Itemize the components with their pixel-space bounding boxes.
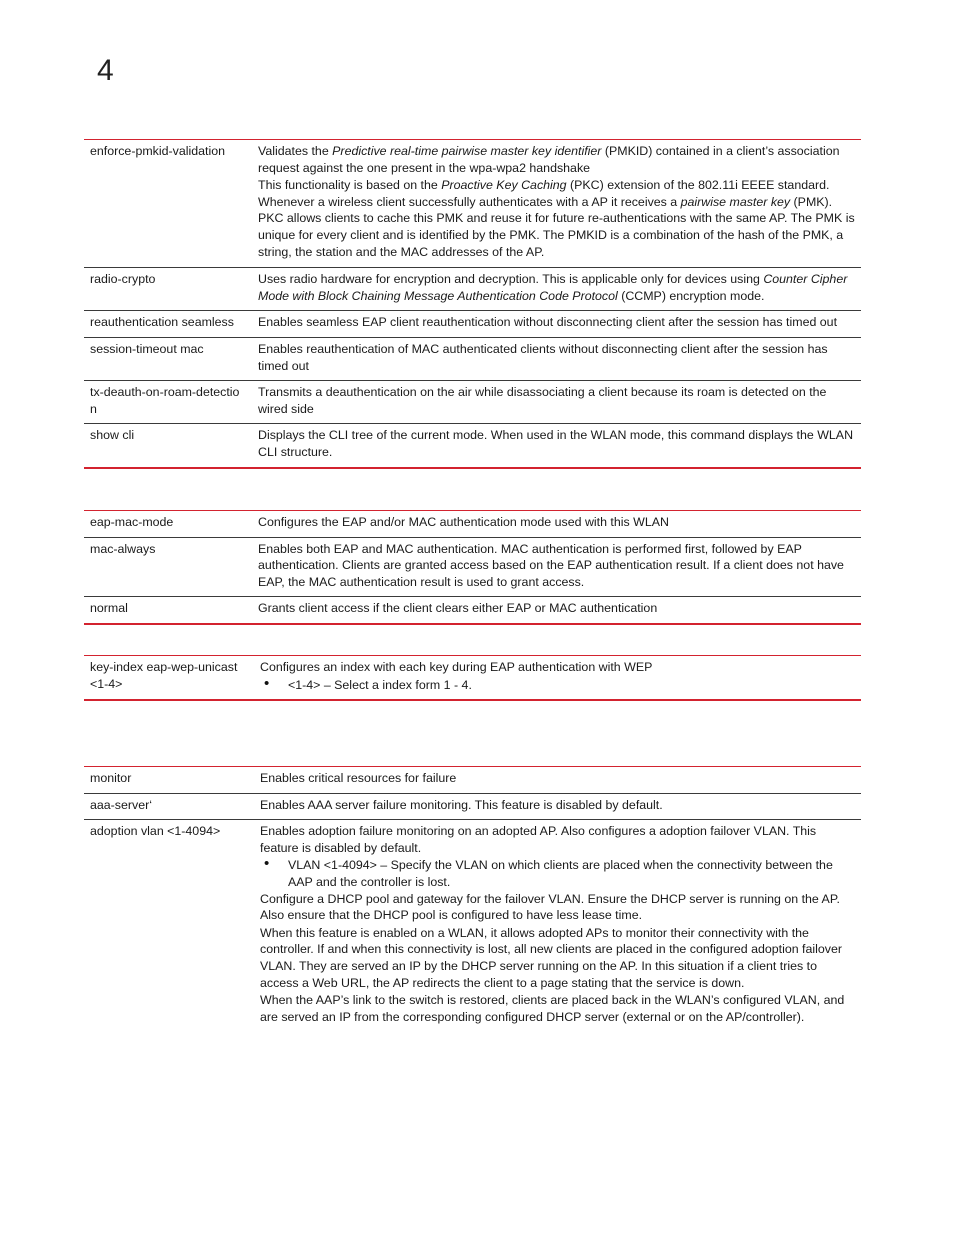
table-row [84,381,861,424]
parameter-description: Enables AAA server failure monitoring. This feature is disabled by default. [254,793,861,820]
table-row [84,140,861,268]
parameter-description: Transmits a deauthentication on the air while disassociating a client because its roam is detected on the wired side [252,381,861,424]
parameter-name: normal [84,597,252,624]
description-paragraph: Validates the Predictive real-time pairwise master key identifier (PMKID) contained in a client’s association request against the one present in the wpa-wpa2 handshake [258,144,840,175]
bullet-list [260,857,855,890]
parameter-description: Configures the EAP and/or MAC authentication mode used with this WLAN [252,511,861,538]
table-row [84,537,861,597]
table-row [84,511,861,538]
description-paragraph: When this feature is enabled on a WLAN, it allows adopted APs to monitor their connectivity with the controller. If and when this connectivity is lost, all new clients are placed in the configured adoption failover VLAN. They are served an IP by the DHCP server running on the AP. In this situation if a client tries to access a Web URL, the AP redirects the client to a page stating that the service is down. [260,925,842,990]
parameter-description [252,140,861,268]
parameter-description [254,656,861,701]
wlan-parameters-table [84,139,861,469]
parameter-description: Grants client access if the client clears either EAP or MAC authentication [252,597,861,624]
table-row [84,656,861,701]
key-index-table [84,655,861,701]
parameter-name: monitor [84,767,254,794]
table-row [84,424,861,468]
description-paragraph: Enables adoption failure monitoring on an adopted AP. Also configures a adoption failover VLAN. This feature is disabled by default. [260,824,817,855]
parameter-description [254,820,861,1033]
eap-mac-mode-table [84,510,861,625]
table-row [84,268,861,311]
parameter-name: eap-mac-mode [84,511,252,538]
table-row [84,337,861,380]
description-paragraph: When the AAP’s link to the switch is restored, clients are placed back in the WLAN’s configured VLAN, and are served an IP from the corresponding configured DHCP server (external or on the AP/controller). [260,993,845,1024]
parameter-name: aaa-server‘ [84,793,254,820]
table-row [84,767,861,794]
description-paragraph: Configures an index with each key during EAP authentication with WEP [260,660,653,674]
parameter-description: Uses radio hardware for encryption and decryption. This is applicable only for devices using Counter Cipher Mode with Block Chaining Message Authentication Code Protocol (CCMP) encryption mode. [252,268,861,311]
table-row [84,311,861,338]
parameter-description: Enables reauthentication of MAC authenticated clients without disconnecting client after the session has timed out [252,337,861,380]
parameter-description: Enables seamless EAP client reauthentication without disconnecting client after the session has timed out [252,311,861,338]
table-row [84,597,861,624]
parameter-description: Enables critical resources for failure [254,767,861,794]
parameter-name: session-timeout mac [84,337,252,380]
parameter-name: key-index eap-wep-unicast <1-4> [84,656,254,701]
parameter-name: radio-crypto [84,268,252,311]
parameter-name: adoption vlan <1-4094> [90,824,221,839]
list-item: • <1-4> – Select a index form 1 - 4. [260,677,855,694]
list-item: • VLAN <1-4094> – Specify the VLAN on which clients are placed when the connectivity between the AAP and the controller is lost. [260,857,855,890]
parameter-name: reauthentication seamless [84,311,252,338]
table-row [84,793,861,820]
parameter-name: tx-deauth-on-roam-detectio n [84,381,252,424]
description-paragraph: Configure a DHCP pool and gateway for the failover VLAN. Ensure the DHCP server is running on the AP. Also ensure that the DHCP pool is configured to have less lease time. [260,891,840,923]
table-row [84,820,861,1033]
parameter-description: Enables both EAP and MAC authentication. MAC authentication is performed first, followed by EAP authentication. Clients are granted access based on the EAP authentication result. If a client does not have EAP, the MAC authentication result is used to grant access. [252,537,861,597]
description-paragraph: This functionality is based on the Proactive Key Caching (PKC) extension of the 802.11i EEEE standard. Whenever a wireless client successfully authenticates with a AP it receives a pairwise master key (PMK). PKC allows clients to cache this PMK and reuse it for future re-authentications with the same AP. The PMK is unique for every client and is identified by the PMK. The PMKID is a combination of the hash of the PMK, a string, the station and the MAC addresses of the AP. [258,178,855,259]
critical-resource-table [84,766,861,1032]
chapter-number: 4 [97,54,114,87]
bullet-list [260,677,855,694]
parameter-name: mac-always [84,537,252,597]
parameter-name: show cli [84,424,252,468]
parameter-description: Displays the CLI tree of the current mode. When used in the WLAN mode, this command displays the WLAN CLI structure. [252,424,861,468]
parameter-name: enforce-pmkid-validation [84,140,252,268]
